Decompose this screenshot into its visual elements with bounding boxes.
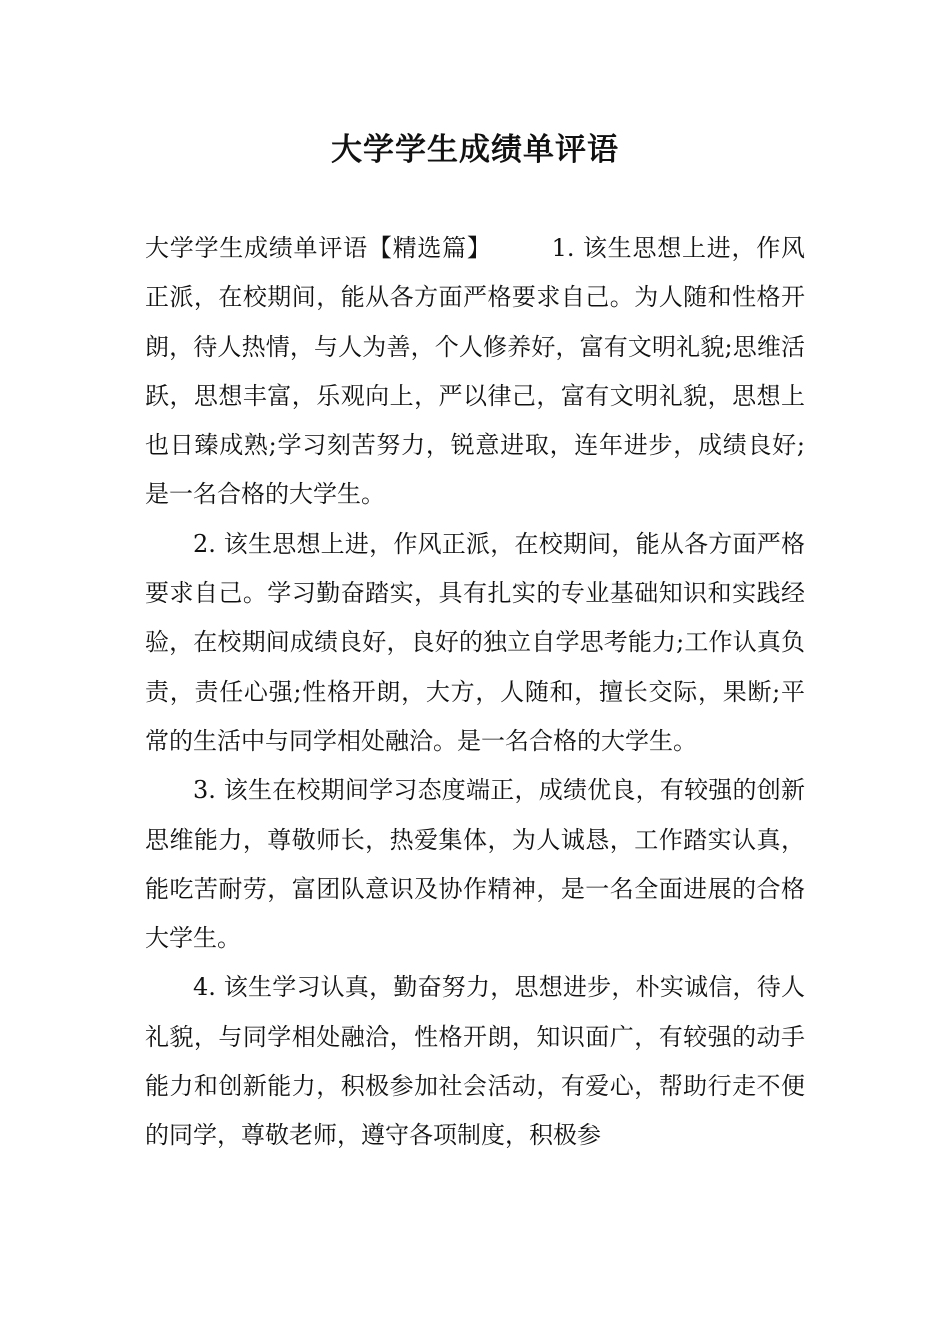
document-title: 大学学生成绩单评语 — [331, 132, 619, 168]
paragraph-4: 4. 该生学习认真，勤奋努力，思想进步，朴实诚信，待人礼貌，与同学相处融洽，性格开朗，知识面广，有较强的动手能力和创新能力，积极参加社会活动，有爱心，帮助行走不便的同学，尊敬老师，遵守各项制度，积极参 — [145, 973, 805, 1150]
document-body — [145, 224, 805, 1161]
paragraph-text: 1. 该生思想上进，作风正派，在校期间，能从各方面严格要求自己。为人随和性格开朗，待人热情，与人为善，个人修养好，富有文明礼貌;思维活跃，思想丰富，乐观向上，严以律己，富有文明礼貌，思想上也日臻成熟;学习刻苦努力，锐意进取，连年进步，成绩良好;是一名合格的大学生。 — [145, 234, 806, 509]
paragraph-1 — [145, 224, 805, 520]
paragraph-2: 2. 该生思想上进，作风正派，在校期间，能从各方面严格要求自己。学习勤奋踏实，具有扎实的专业基础知识和实践经验，在校期间成绩良好，良好的独立自学思考能力;工作认真负责，责任心强;性格开朗，大方，人随和，擅长交际，果断;平常的生活中与同学相处融洽。是一名合格的大学生。 — [145, 529, 805, 755]
paragraph-3: 3. 该生在校期间学习态度端正，成绩优良，有较强的创新思维能力，尊敬师长，热爱集体，为人诚恳，工作踏实认真，能吃苦耐劳，富团队意识及协作精神，是一名全面进展的合格大学生。 — [145, 776, 805, 953]
intro-heading: 大学学生成绩单评语【精选篇】 — [145, 234, 492, 262]
